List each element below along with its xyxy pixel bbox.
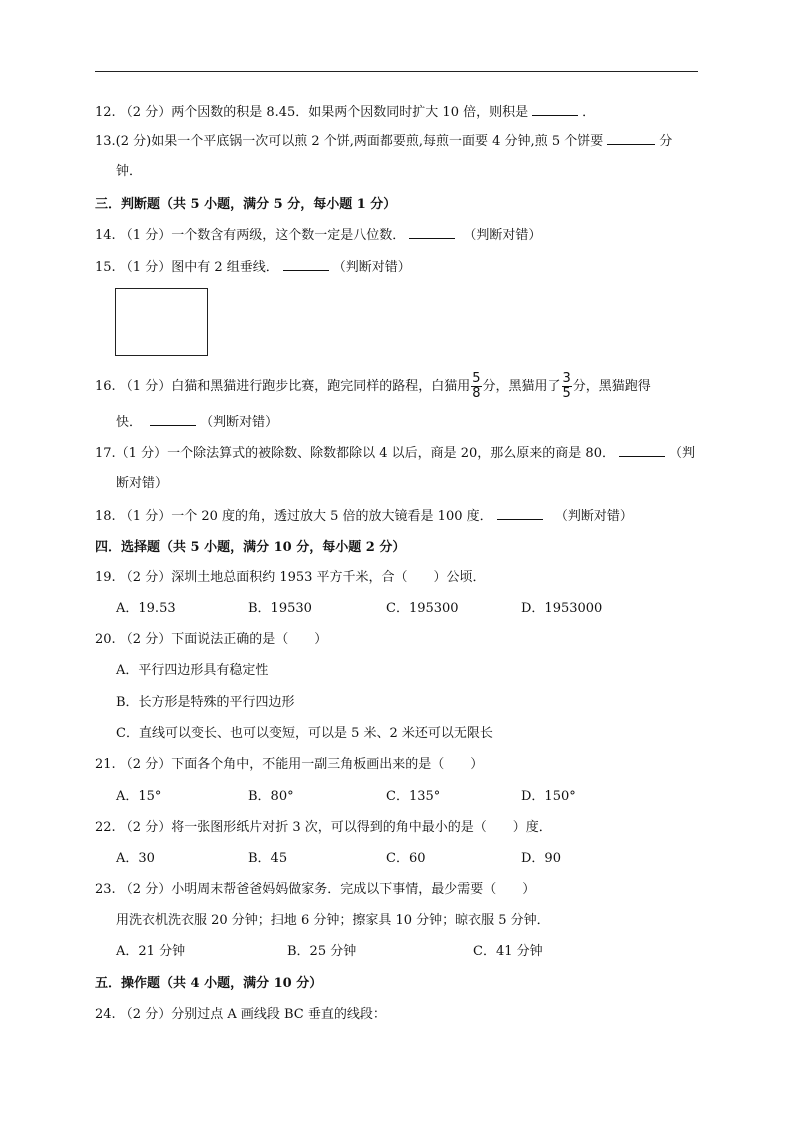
q19-option-d[interactable]: D．1953000 [521,601,603,616]
q13-text: 13.(2 分)如果一个平底锅一次可以煎 2 个饼,两面都要煎,每煎一面要 4 分钟,煎 5 个饼要 [95,134,604,149]
q22-option-d[interactable]: D．90 [521,851,561,866]
answer-blank[interactable] [532,103,578,116]
q20-option-a[interactable]: A．平行四边形具有稳定性 [116,663,269,678]
q15-text: 15. （1 分）图中有 2 组垂线． [95,260,279,275]
numerator: 3 [562,371,571,386]
question-24: 24. （2 分）分别过点 A 画线段 BC 垂直的线段： [95,1007,386,1022]
question-22: 22. （2 分）将一张图形纸片对折 3 次，可以得到的角中最小的是（ ）度． [95,820,552,835]
answer-blank[interactable] [607,132,655,145]
q17-end: （判 [668,446,695,461]
fraction-3-5 [562,372,572,401]
q16-cont [116,413,278,432]
question-13 [95,132,672,151]
question-19: 19. （2 分）深圳土地总面积约 1953 平方千米，合（ ）公顷． [95,570,486,585]
answer-blank[interactable] [619,444,665,457]
q19-option-a[interactable]: A．19.53 [116,601,176,616]
q13-cont: 钟． [116,164,143,179]
section-4-heading: 四．选择题（共 5 小题，满分 10 分，每小题 2 分） [95,540,406,555]
question-18 [95,507,633,526]
q23-option-b[interactable]: B．25 分钟 [287,944,357,959]
q13-end: 分 [659,134,673,149]
question-16 [95,372,651,402]
question-21: 21. （2 分）下面各个角中，不能用一副三角板画出来的是（ ） [95,757,484,772]
question-15 [95,258,411,277]
q15-end: （判断对错） [332,260,411,275]
q18-end: （判断对错） [554,509,633,524]
q14-text: 14. （1 分）一个数含有两级，这个数一定是八位数． [95,228,406,243]
answer-blank[interactable] [409,226,455,239]
q22-option-a[interactable]: A．30 [116,851,155,866]
q14-end: （判断对错） [463,228,542,243]
q21-option-a[interactable]: A．15° [116,789,162,804]
q23-option-a[interactable]: A．21 分钟 [116,944,186,959]
q18-text: 18. （1 分）一个 20 度的角，透过放大 5 倍的放大镜看是 100 度． [95,509,493,524]
rectangle-figure [115,288,208,356]
q12-text: 12. （2 分）两个因数的积是 8.45．如果两个因数同时扩大 10 倍，则积是 [95,105,529,120]
q16-text-a: 16. （1 分）白猫和黑猫进行跑步比赛，跑完同样的路程，白猫用 [95,379,471,394]
q21-option-d[interactable]: D．150° [521,789,576,804]
question-17 [95,444,695,463]
section-3-heading: 三．判断题（共 5 小题，满分 5 分，每小题 1 分） [95,197,397,212]
question-20: 20. （2 分）下面说法正确的是（ ） [95,632,328,647]
header-rule [95,71,698,72]
q22-option-b[interactable]: B．45 [248,851,288,866]
q16-end: （判断对错） [200,415,279,430]
q12-end: ． [582,105,596,120]
fraction-5-8 [471,372,481,401]
denominator: 8 [472,386,481,401]
question-14 [95,226,541,245]
q16-text-b: 分，黑猫用了 [482,379,561,394]
q16-cont-text: 快． [116,415,143,430]
question-12 [95,103,595,122]
question-23: 23. （2 分）小明周末帮爸爸妈妈做家务．完成以下事情，最少需要（ ） [95,882,536,897]
numerator: 5 [472,371,481,386]
q16-text-c: 分，黑猫跑得 [572,379,651,394]
section-5-heading: 五．操作题（共 4 小题，满分 10 分） [95,976,323,991]
answer-blank[interactable] [150,413,196,426]
q19-option-c[interactable]: C．195300 [386,601,459,616]
answer-blank[interactable] [283,258,329,271]
q20-option-c[interactable]: C．直线可以变长、也可以变短，可以是 5 米、2 米还可以无限长 [116,726,493,741]
denominator: 5 [562,386,571,401]
q21-option-c[interactable]: C．135° [386,789,441,804]
q23-option-c[interactable]: C．41 分钟 [473,944,543,959]
q21-option-b[interactable]: B．80° [248,789,294,804]
q19-option-b[interactable]: B．19530 [248,601,312,616]
q17-cont: 断对错） [116,476,169,491]
q20-option-b[interactable]: B．长方形是特殊的平行四边形 [116,695,295,710]
q17-text: 17.（1 分）一个除法算式的被除数、除数都除以 4 以后，商是 20，那么原来的商是 80． [95,446,615,461]
q23-detail: 用洗衣机洗衣服 20 分钟；扫地 6 分钟；擦家具 10 分钟；晾衣服 5 分钟． [116,913,550,928]
q22-option-c[interactable]: C．60 [386,851,426,866]
answer-blank[interactable] [497,507,543,520]
